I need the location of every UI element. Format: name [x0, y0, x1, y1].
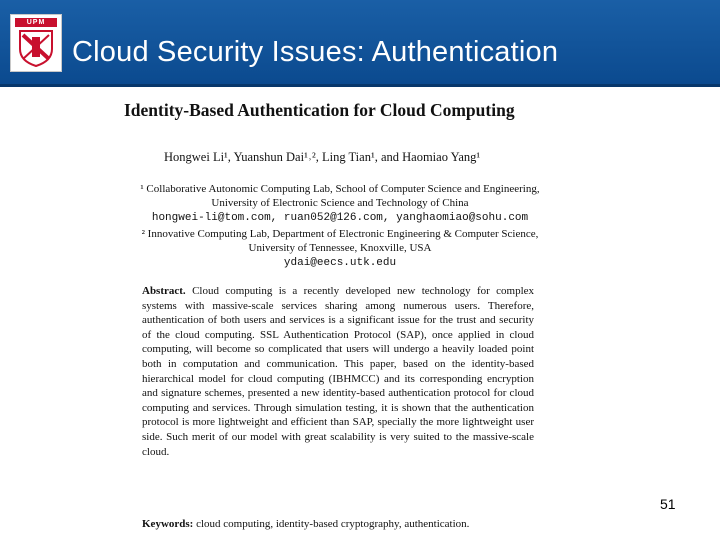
paper-authors: Hongwei Li¹, Yuanshun Dai¹˒², Ling Tian¹, and Haomiao Yang¹: [164, 150, 481, 164]
abstract-label: Abstract.: [142, 285, 186, 297]
affiliation-2-email: ydai@eecs.utk.edu: [283, 257, 397, 269]
paper-excerpt: [110, 94, 570, 538]
slide-page-number: 51: [660, 496, 676, 512]
paper-keywords: [142, 518, 469, 530]
logo-banner: UPM: [15, 18, 57, 27]
affiliation-2-line-2: University of Tennessee, Knoxville, USA: [248, 242, 432, 254]
paper-abstract: [142, 284, 534, 459]
affiliation-1-line-1: ¹ Collaborative Autonomic Computing Lab, School of Computer Science and Engineering,: [140, 183, 540, 195]
affiliation-2-line-1: ² Innovative Computing Lab, Department of Electronic Engineering & Computer Science,: [141, 228, 539, 240]
affiliation-1-emails: hongwei-li@tom.com, ruan052@126.com, yanghaomiao@sohu.com: [151, 212, 529, 224]
keywords-label: Keywords:: [142, 518, 194, 530]
paper-title: Identity-Based Authentication for Cloud Computing: [124, 100, 515, 120]
slide-title: Cloud Security Issues: Authentication: [72, 36, 559, 68]
slide-title-bar: [0, 0, 720, 87]
affiliation-1-line-2: University of Electronic Science and Technology of China: [211, 197, 469, 209]
keywords-text: cloud computing, identity-based cryptography, authentication.: [196, 518, 470, 530]
university-logo: [10, 14, 62, 72]
abstract-text: Cloud computing is a recently developed new technology for complex systems with massive-scale services sharing among numerous users. Therefore, authentication of both users and services is a significant issue for the trust and security of the cloud computing. SSL Authentication Protocol (SAP), once applied in cloud computing, will become so complicated that users will undergo a heavily loaded point both in computation and communication. This paper, based on the identity-based hierarchical model for cloud computing (IBHMCC) and its corresponding encryption and signature schemes, presented a new identity-based authentication protocol for cloud computing and services. Through simulation testing, it is shown that the authentication protocol is more lightweight and efficient than SAP, specially the more lightweight user side. Such merit of our model with great scalability is very suited to the massive-scale cloud.: [142, 285, 535, 458]
shield-icon: [17, 29, 55, 67]
